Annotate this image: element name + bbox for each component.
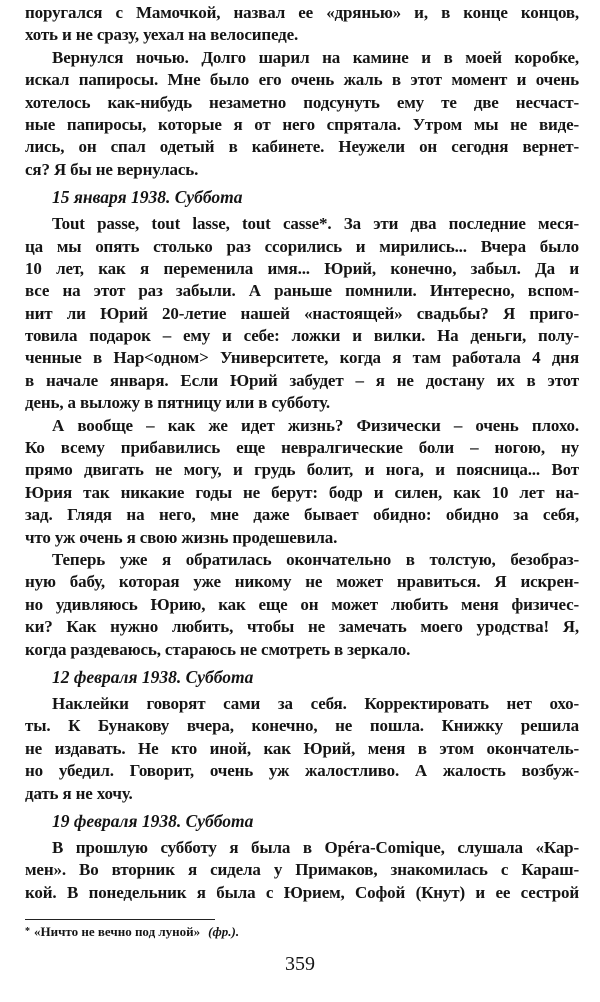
text-line: зад. Глядя на него, мне даже бывает обидно: обидно за себя, xyxy=(25,505,579,525)
text-line: искал папиросы. Мне было его очень жаль в этот момент и очень xyxy=(25,70,579,90)
paragraph xyxy=(25,2,579,47)
page-body xyxy=(25,2,579,904)
text-line: мен». Во вторник я сидела у Примаков, знакомилась с Караш- xyxy=(25,860,579,880)
text-line: кой. В понедельник я была с Юрием, Софой (Кнут) и ее сестрой xyxy=(25,882,579,902)
text-line: Наклейки говорят сами за себя. Корректировать нет охо- xyxy=(52,693,579,713)
paragraph xyxy=(25,837,579,904)
text-line: нит ли Юрий 20-летие нашей «настоящей» свадьбы? Я приго- xyxy=(25,303,579,323)
text-line: 10 лет, как я переменила имя... Юрий, конечно, забыл. Да и xyxy=(25,258,579,278)
text-line: ки? Как нужно любить, чтобы не замечать моего уродства! Я, xyxy=(25,617,579,637)
diary-entry-date-heading: 15 января 1938. Суббота xyxy=(52,187,243,208)
text-line: Теперь уже я обратилась окончательно в толстую, безобраз- xyxy=(52,549,579,569)
text-line: прямо двигать не могу, и грудь болит, и нога, и поясница... Вот xyxy=(25,460,579,480)
page-number: 359 xyxy=(285,953,315,975)
text-line: ченные в Нар<одном> Университете, когда я там работала 4 дня xyxy=(25,348,579,368)
text-line: ца мы опять столько раз ссорились и мирились... Вчера было xyxy=(25,236,579,256)
text-line: ся? Я бы не вернулась. xyxy=(25,159,199,179)
paragraph xyxy=(25,415,579,549)
footnote-divider xyxy=(25,919,215,920)
text-line: когда раздеваюсь, стараюсь не смотреть в зеркало. xyxy=(25,639,411,659)
text-line: не издавать. Не кто иной, как Юрий, меня в этом окончатель- xyxy=(25,738,579,758)
text-line: Ко всему прибавились еще невралгические боли – ногою, ну xyxy=(25,438,579,458)
text-line: все на этот раз забыли. А раньше помнили. Интересно, вспом- xyxy=(25,281,579,301)
text-line: Вернулся ночью. Долго шарил на камине и в моей коробке, xyxy=(52,47,579,67)
diary-entry-date-heading: 12 февраля 1938. Суббота xyxy=(52,666,254,687)
text-line: но удивляюсь Юрию, как еще он может любить меня физичес- xyxy=(25,594,579,614)
text-line: Юрия так никакие годы не берут: бодр и силен, как 10 лет на- xyxy=(25,482,579,502)
text-line: хотелось как-нибудь незаметно подсунуть ему те две несчаст- xyxy=(25,92,579,112)
text-line: день, а выложу в пятницу или в субботу. xyxy=(25,393,331,413)
paragraph xyxy=(25,47,579,181)
text-line: Tout passe, tout lasse, tout casse*. За эти два последние меся- xyxy=(52,214,579,234)
text-line: товила подарок – ему и себе: ложки и вилки. На деньги, полу- xyxy=(25,326,579,346)
text-line: в начале января. Если Юрий забудет – я не достану их в этот xyxy=(25,370,579,390)
text-line: хоть и не сразу, уехал на велосипеде. xyxy=(25,25,299,45)
text-line: но убедил. Говорит, очень уж жалостливо. А жалость возбуж- xyxy=(25,761,579,781)
footnote-marker: * xyxy=(25,926,30,937)
text-line: ты. К Бунакову вчера, конечно, не пошла. Книжку решила xyxy=(25,716,579,736)
text-line: ные папиросы, которые я от него спрятала. Утром мы не виде- xyxy=(25,114,579,134)
text-line: что уж очень я свою жизнь продешевила. xyxy=(25,527,338,547)
paragraph xyxy=(25,693,579,805)
paragraph xyxy=(25,213,579,415)
text-line: А вообще – как же идет жизнь? Физически – очень плохо. xyxy=(52,415,579,435)
text-line: ную бабу, которая уже никому не может нравиться. Я искрен- xyxy=(25,572,579,592)
text-line: В прошлую субботу я была в Opéra-Comique, слушала «Кар- xyxy=(52,837,579,857)
footnote-language: (фр.). xyxy=(208,924,240,939)
text-line: поругался с Мамочкой, назвал ее «дрянью» и, в конце концов, xyxy=(25,3,579,22)
text-line: дать я не хочу. xyxy=(25,783,133,803)
diary-entry-date-heading: 19 февраля 1938. Суббота xyxy=(52,810,254,831)
paragraph xyxy=(25,549,579,661)
footnote xyxy=(25,924,239,940)
text-line: лись, он спал одетый в кабинете. Неужели он сегодня вернет- xyxy=(25,137,579,157)
footnote-text: «Ничто не вечно под луной» xyxy=(34,924,201,939)
